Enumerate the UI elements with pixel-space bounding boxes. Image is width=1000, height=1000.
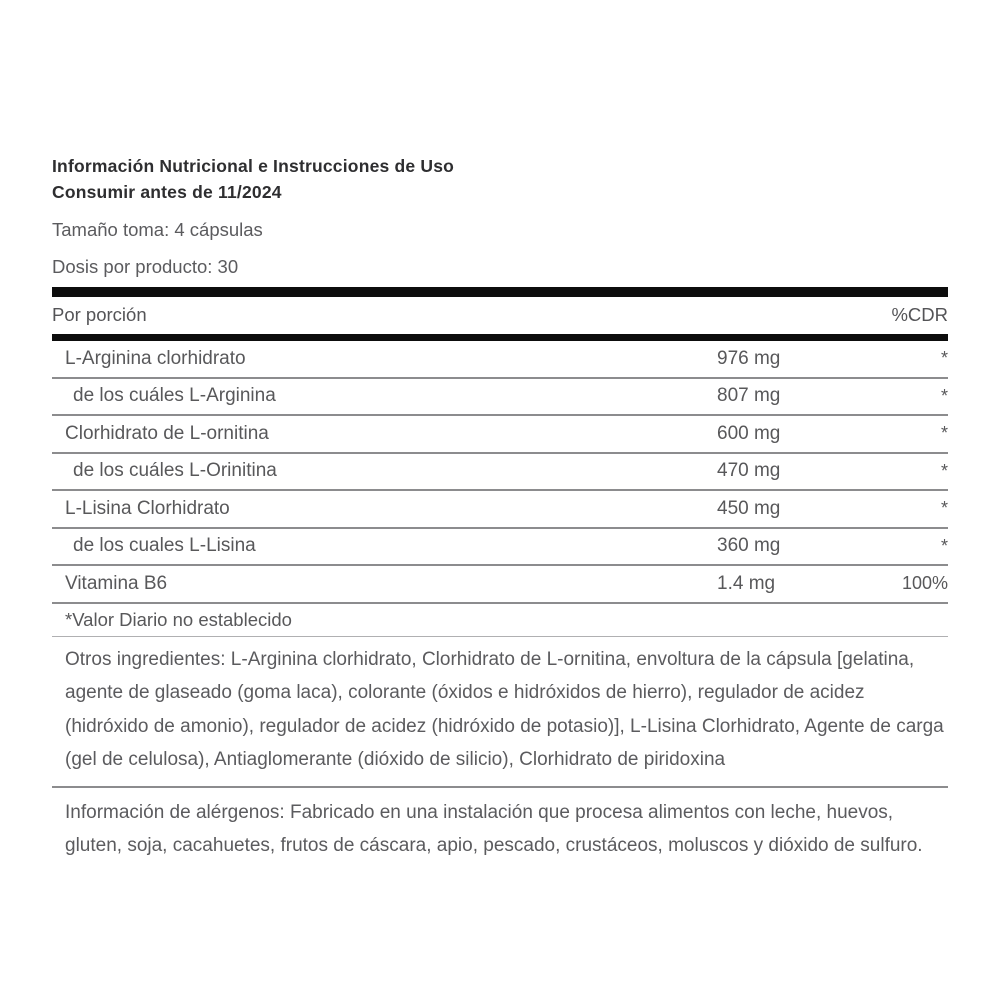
nutrient-amount: 360 mg: [717, 535, 781, 557]
divider-bar-mid: [52, 334, 948, 341]
nutrient-amount: 600 mg: [717, 422, 781, 444]
servings-per-container: Dosis por producto: 30: [52, 256, 239, 277]
nutrition-label: [52, 153, 948, 872]
label-title: Información Nutricional e Instrucciones de Uso: [52, 156, 455, 176]
nutrient-row: [52, 454, 948, 492]
nutrient-cdr: *: [940, 460, 948, 481]
nutrient-amount: 470 mg: [717, 460, 781, 482]
expiry-date: Consumir antes de 11/2024: [52, 182, 282, 202]
nutrient-label: de los cuáles L-Orinitina: [73, 460, 277, 482]
nutrient-row: [52, 491, 948, 529]
nutrient-row: [52, 341, 948, 379]
nutrient-label: L-Lisina Clorhidrato: [65, 497, 230, 519]
nutrient-cdr: 100%: [901, 573, 948, 594]
nutrient-cdr: *: [940, 348, 948, 369]
allergen-info-text: Información de alérgenos: Fabricado en una instalación que procesa alimentos con leche, huevos, gluten, soja, cacahuetes, frutos de cáscara, apio, pescado, crustáceos, moluscos y dióxido de sulfuro.: [65, 801, 923, 856]
nutrient-label: de los cuales L-Lisina: [73, 535, 256, 557]
nutrient-cdr: *: [940, 498, 948, 519]
nutrient-label: Clorhidrato de L-ornitina: [65, 422, 269, 444]
cdr-header: %CDR: [891, 304, 948, 325]
nutrient-label: de los cuáles L-Arginina: [73, 385, 276, 407]
nutrient-amount: 450 mg: [717, 497, 781, 519]
table-header: [52, 297, 948, 334]
serving-size: Tamaño toma: 4 cápsulas: [52, 219, 263, 240]
nutrient-cdr: *: [940, 385, 948, 406]
nutrient-cdr: *: [940, 535, 948, 556]
nutrient-table: [52, 341, 948, 604]
nutrient-row: [52, 566, 948, 604]
nutrient-row: [52, 379, 948, 417]
divider-bar-top: [52, 287, 948, 297]
nutrient-amount: 807 mg: [717, 385, 781, 407]
other-ingredients-text: Otros ingredientes: L-Arginina clorhidrato, Clorhidrato de L-ornitina, envoltura de la cápsula [gelatina, agente de glaseado (goma laca), colorante (óxidos e hidróxidos de hierro), regulador de acidez (hidróxido de amonio), regulador de acidez (hidróxido de potasio)], L-Lisina Clorhidrato, Agente de carga (gel de celulosa), Antiaglomerante (dióxido de silicio), Clorhidrato de piridoxina: [52, 637, 948, 788]
nutrient-label: L-Arginina clorhidrato: [65, 347, 246, 369]
nutrient-amount: 1.4 mg: [717, 572, 776, 594]
nutrient-label: Vitamina B6: [65, 572, 168, 594]
per-serving-header: Por porción: [52, 304, 147, 325]
daily-value-footnote: *Valor Diario no establecido: [52, 604, 948, 637]
nutrient-amount: 976 mg: [717, 347, 781, 369]
nutrient-cdr: *: [940, 423, 948, 444]
nutrient-row: [52, 529, 948, 567]
nutrient-row: [52, 416, 948, 454]
